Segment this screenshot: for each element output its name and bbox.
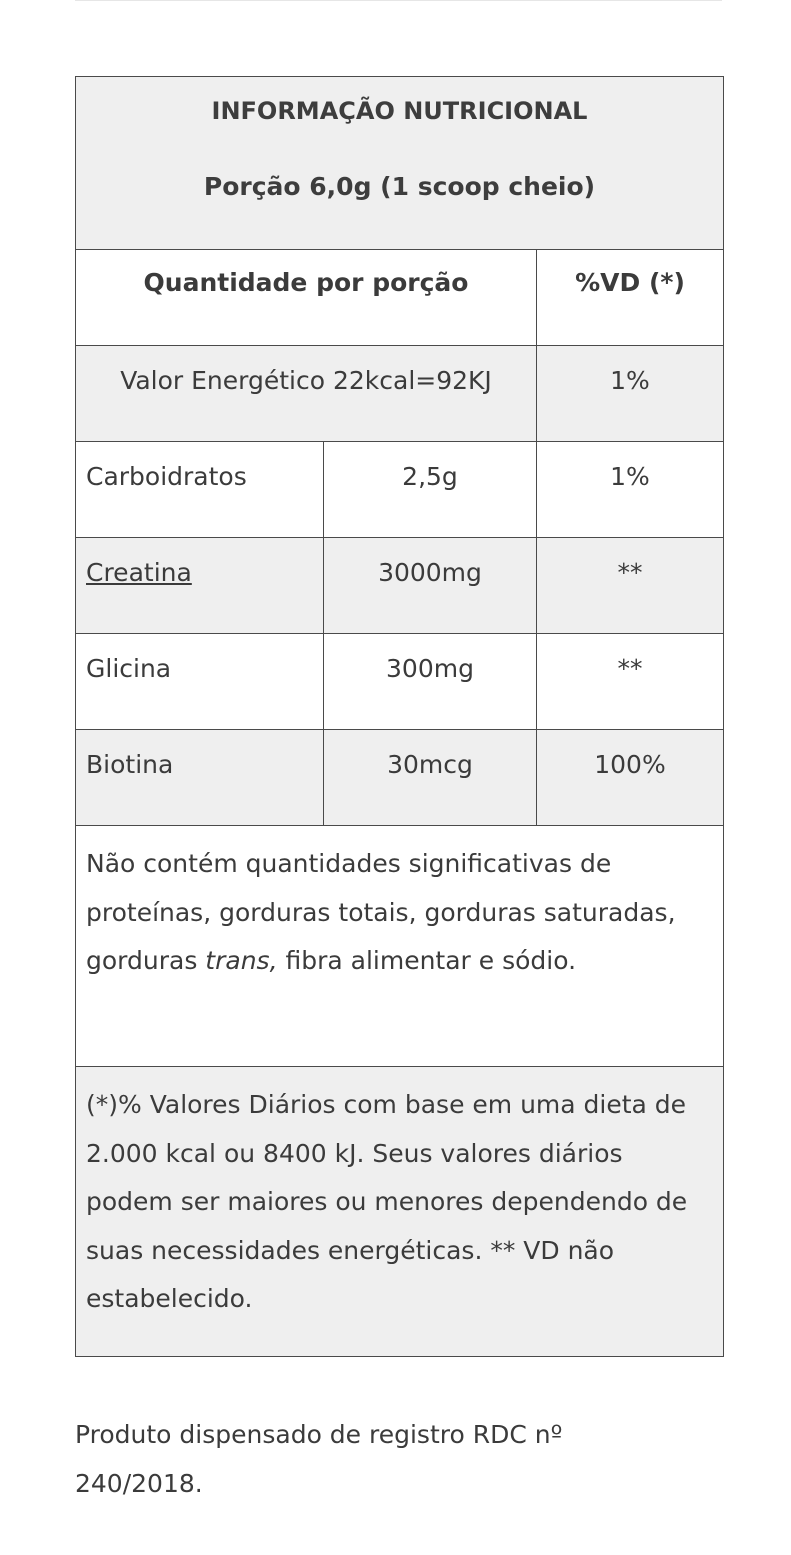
not-significant-note: Não contém quantidades significativas de proteínas, gorduras totais, gorduras saturadas, gorduras trans, fibra alimentar e sódio. — [86, 849, 676, 976]
nutrient-amount: 2,5g — [402, 462, 458, 491]
top-divider — [75, 0, 722, 1]
energy-label-cell — [76, 346, 537, 442]
portion-size: Porção 6,0g (1 scoop cheio) — [203, 172, 596, 201]
daily-values-note: (*)% Valores Diários com base em uma dieta de 2.000 kcal ou 8400 kJ. Seus valores diários podem ser maiores ou menores dependendo de suas necessidades energéticas. ** VD não estabelecido. — [86, 1090, 688, 1314]
nutrient-name: Carboidratos — [86, 462, 247, 491]
registration-note: Produto dispensado de registro RDC nº 240/2018. — [75, 1420, 563, 1498]
table-row — [76, 442, 724, 538]
nutrient-vd: ** — [617, 654, 643, 683]
nutrient-vd: 1% — [610, 462, 650, 491]
nutrient-name: Glicina — [86, 654, 172, 683]
nutrient-amount: 30mcg — [387, 750, 473, 779]
table-title: INFORMAÇÃO NUTRICIONAL — [211, 97, 588, 125]
trans-italic: trans, — [205, 946, 278, 976]
not-significant-note-cell — [76, 826, 724, 1067]
daily-values-note-cell — [76, 1067, 724, 1357]
energy-vd: 1% — [610, 366, 650, 395]
header-vd-cell — [537, 250, 724, 346]
table-row — [76, 634, 724, 730]
header-quantity-cell — [76, 250, 537, 346]
nutrient-name: Biotina — [86, 750, 174, 779]
header-quantity: Quantidade por porção — [143, 268, 469, 297]
nutrition-table — [75, 76, 724, 1357]
nutrient-amount: 3000mg — [378, 558, 482, 587]
nutrient-amount: 300mg — [386, 654, 474, 683]
energy-label: Valor Energético 22kcal=92KJ — [120, 366, 492, 395]
nutrient-vd: 100% — [594, 750, 666, 779]
nutrient-vd: ** — [617, 558, 643, 587]
table-row — [76, 730, 724, 826]
table-row — [76, 538, 724, 634]
creatina-link[interactable]: Creatina — [86, 558, 192, 587]
header-vd: %VD (*) — [575, 268, 685, 297]
energy-vd-cell — [537, 346, 724, 442]
table-title-cell — [76, 77, 724, 250]
